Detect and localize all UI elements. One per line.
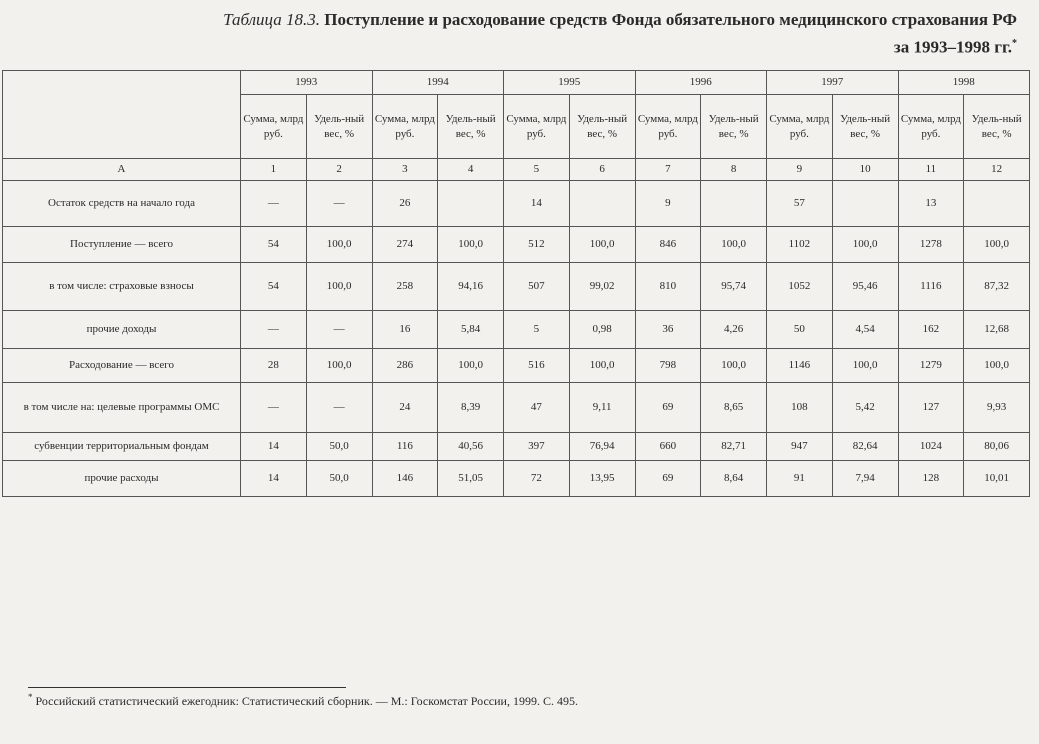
weight-cell: 100,0 bbox=[832, 227, 898, 263]
column-number: 4 bbox=[438, 159, 504, 181]
weight-cell: 7,94 bbox=[832, 461, 898, 497]
sum-cell: 1024 bbox=[898, 433, 964, 461]
weight-cell: 99,02 bbox=[569, 263, 635, 311]
footnote bbox=[28, 692, 578, 709]
sub-header-weight: Удель-ный вес, % bbox=[701, 95, 767, 159]
sub-header-sum: Сумма, млрд руб. bbox=[767, 95, 833, 159]
sum-cell: 1146 bbox=[767, 349, 833, 383]
weight-cell: 100,0 bbox=[964, 227, 1030, 263]
sum-cell: 28 bbox=[241, 349, 307, 383]
weight-cell: 8,64 bbox=[701, 461, 767, 497]
sum-cell: 507 bbox=[504, 263, 570, 311]
sum-cell: 47 bbox=[504, 383, 570, 433]
weight-cell: 100,0 bbox=[701, 349, 767, 383]
weight-cell: 76,94 bbox=[569, 433, 635, 461]
sub-header-sum: Сумма, млрд руб. bbox=[241, 95, 307, 159]
row-label: Остаток средств на начало года bbox=[3, 181, 241, 227]
data-rows bbox=[3, 181, 1030, 497]
row-label: прочие расходы bbox=[3, 461, 241, 497]
column-number: А bbox=[3, 159, 241, 181]
sum-cell: 14 bbox=[241, 433, 307, 461]
sum-cell: 128 bbox=[898, 461, 964, 497]
column-number: 2 bbox=[306, 159, 372, 181]
weight-cell: 50,0 bbox=[306, 433, 372, 461]
title-line-1 bbox=[223, 8, 1017, 32]
year-header: 1998 bbox=[898, 71, 1030, 95]
table-row bbox=[3, 227, 1030, 263]
sum-cell: 286 bbox=[372, 349, 438, 383]
footnote-text: Российский статистический ежегодник: Статистический сборник. — М.: Госкомстат России, 1999. С. 495. bbox=[35, 694, 578, 708]
sum-cell: 162 bbox=[898, 311, 964, 349]
weight-cell: 8,65 bbox=[701, 383, 767, 433]
row-label: прочие доходы bbox=[3, 311, 241, 349]
sum-cell: 14 bbox=[504, 181, 570, 227]
sum-cell: 9 bbox=[635, 181, 701, 227]
table-row bbox=[3, 311, 1030, 349]
title-line-2 bbox=[223, 32, 1017, 60]
weight-cell: 9,11 bbox=[569, 383, 635, 433]
year-header: 1994 bbox=[372, 71, 504, 95]
table-row bbox=[3, 461, 1030, 497]
sub-header-weight: Удель-ный вес, % bbox=[832, 95, 898, 159]
sum-cell: — bbox=[241, 383, 307, 433]
weight-cell bbox=[964, 181, 1030, 227]
table-row bbox=[3, 181, 1030, 227]
column-number: 7 bbox=[635, 159, 701, 181]
weight-cell bbox=[701, 181, 767, 227]
weight-cell: 10,01 bbox=[964, 461, 1030, 497]
sub-header-weight: Удель-ный вес, % bbox=[438, 95, 504, 159]
sum-cell: 24 bbox=[372, 383, 438, 433]
column-number: 3 bbox=[372, 159, 438, 181]
weight-cell: 9,93 bbox=[964, 383, 1030, 433]
sum-cell: 1279 bbox=[898, 349, 964, 383]
weight-cell: 8,39 bbox=[438, 383, 504, 433]
table-title bbox=[223, 8, 1017, 60]
sum-cell: 1052 bbox=[767, 263, 833, 311]
sum-cell: 54 bbox=[241, 263, 307, 311]
sub-header-weight: Удель-ный вес, % bbox=[964, 95, 1030, 159]
footnote-divider bbox=[28, 687, 346, 688]
weight-cell: 95,46 bbox=[832, 263, 898, 311]
sum-cell: 72 bbox=[504, 461, 570, 497]
column-number: 10 bbox=[832, 159, 898, 181]
row-label: субвенции территориальным фондам bbox=[3, 433, 241, 461]
table-caption: Таблица 18.3. bbox=[223, 10, 320, 29]
sum-cell: 1116 bbox=[898, 263, 964, 311]
weight-cell: 82,64 bbox=[832, 433, 898, 461]
sum-cell: 108 bbox=[767, 383, 833, 433]
column-number: 11 bbox=[898, 159, 964, 181]
sum-cell: 127 bbox=[898, 383, 964, 433]
footnote-mark: * bbox=[28, 692, 33, 702]
weight-cell: 100,0 bbox=[569, 349, 635, 383]
weight-cell: 100,0 bbox=[569, 227, 635, 263]
sum-cell: — bbox=[241, 181, 307, 227]
sum-cell: 69 bbox=[635, 461, 701, 497]
sum-cell: 36 bbox=[635, 311, 701, 349]
weight-cell: 4,54 bbox=[832, 311, 898, 349]
sub-header-weight: Удель-ный вес, % bbox=[306, 95, 372, 159]
column-number: 12 bbox=[964, 159, 1030, 181]
title-years: за 1993–1998 гг. bbox=[893, 37, 1012, 57]
column-number: 5 bbox=[504, 159, 570, 181]
sum-cell: 810 bbox=[635, 263, 701, 311]
sub-header-sum: Сумма, млрд руб. bbox=[504, 95, 570, 159]
weight-cell bbox=[438, 181, 504, 227]
year-header: 1996 bbox=[635, 71, 767, 95]
row-label: Поступление — всего bbox=[3, 227, 241, 263]
sub-header-weight: Удель-ный вес, % bbox=[569, 95, 635, 159]
weight-cell: 50,0 bbox=[306, 461, 372, 497]
weight-cell: 100,0 bbox=[438, 349, 504, 383]
sum-cell: 274 bbox=[372, 227, 438, 263]
column-number: 1 bbox=[241, 159, 307, 181]
weight-cell: 82,71 bbox=[701, 433, 767, 461]
year-header: 1993 bbox=[241, 71, 373, 95]
weight-cell: — bbox=[306, 383, 372, 433]
sub-header-sum: Сумма, млрд руб. bbox=[898, 95, 964, 159]
weight-cell: 40,56 bbox=[438, 433, 504, 461]
weight-cell: 4,26 bbox=[701, 311, 767, 349]
weight-cell: 0,98 bbox=[569, 311, 635, 349]
weight-cell: 100,0 bbox=[438, 227, 504, 263]
sum-cell: 1102 bbox=[767, 227, 833, 263]
sum-cell: 57 bbox=[767, 181, 833, 227]
weight-cell: 13,95 bbox=[569, 461, 635, 497]
table-row bbox=[3, 349, 1030, 383]
weight-cell: 100,0 bbox=[832, 349, 898, 383]
sum-cell: 54 bbox=[241, 227, 307, 263]
sum-cell: 146 bbox=[372, 461, 438, 497]
sum-cell: 69 bbox=[635, 383, 701, 433]
weight-cell: 95,74 bbox=[701, 263, 767, 311]
weight-cell: 5,84 bbox=[438, 311, 504, 349]
table-row bbox=[3, 433, 1030, 461]
sum-cell: 16 bbox=[372, 311, 438, 349]
sum-cell: 258 bbox=[372, 263, 438, 311]
sum-cell: 26 bbox=[372, 181, 438, 227]
column-number: 9 bbox=[767, 159, 833, 181]
row-label: в том числе: страховые взносы bbox=[3, 263, 241, 311]
sum-cell: 50 bbox=[767, 311, 833, 349]
row-label: в том числе на: целевые программы ОМС bbox=[3, 383, 241, 433]
sub-header-sum: Сумма, млрд руб. bbox=[372, 95, 438, 159]
year-header-row bbox=[3, 71, 1030, 95]
sum-cell: 13 bbox=[898, 181, 964, 227]
weight-cell: — bbox=[306, 181, 372, 227]
sum-cell: — bbox=[241, 311, 307, 349]
sum-cell: 397 bbox=[504, 433, 570, 461]
weight-cell: 80,06 bbox=[964, 433, 1030, 461]
sum-cell: 1278 bbox=[898, 227, 964, 263]
sum-cell: 5 bbox=[504, 311, 570, 349]
sum-cell: 512 bbox=[504, 227, 570, 263]
weight-cell: 100,0 bbox=[306, 227, 372, 263]
year-header: 1995 bbox=[504, 71, 636, 95]
corner-cell bbox=[3, 71, 241, 159]
weight-cell bbox=[832, 181, 898, 227]
title-footnote-mark: * bbox=[1012, 38, 1017, 49]
weight-cell: 100,0 bbox=[964, 349, 1030, 383]
year-header: 1997 bbox=[767, 71, 899, 95]
sum-cell: 516 bbox=[504, 349, 570, 383]
weight-cell: 100,0 bbox=[701, 227, 767, 263]
column-number: 6 bbox=[569, 159, 635, 181]
sum-cell: 798 bbox=[635, 349, 701, 383]
sum-cell: 116 bbox=[372, 433, 438, 461]
weight-cell: 94,16 bbox=[438, 263, 504, 311]
sum-cell: 14 bbox=[241, 461, 307, 497]
table-row bbox=[3, 383, 1030, 433]
weight-cell bbox=[569, 181, 635, 227]
weight-cell: 51,05 bbox=[438, 461, 504, 497]
sum-cell: 846 bbox=[635, 227, 701, 263]
weight-cell: 87,32 bbox=[964, 263, 1030, 311]
sub-header-sum: Сумма, млрд руб. bbox=[635, 95, 701, 159]
title-text: Поступление и расходование средств Фонда обязательного медицинского страхования РФ bbox=[324, 10, 1017, 29]
sum-cell: 91 bbox=[767, 461, 833, 497]
column-number: 8 bbox=[701, 159, 767, 181]
column-number-row bbox=[3, 159, 1030, 181]
weight-cell: 100,0 bbox=[306, 349, 372, 383]
weight-cell: — bbox=[306, 311, 372, 349]
weight-cell: 5,42 bbox=[832, 383, 898, 433]
weight-cell: 12,68 bbox=[964, 311, 1030, 349]
weight-cell: 100,0 bbox=[306, 263, 372, 311]
table-row bbox=[3, 263, 1030, 311]
sum-cell: 947 bbox=[767, 433, 833, 461]
data-table bbox=[2, 70, 1030, 497]
sum-cell: 660 bbox=[635, 433, 701, 461]
row-label: Расходование — всего bbox=[3, 349, 241, 383]
